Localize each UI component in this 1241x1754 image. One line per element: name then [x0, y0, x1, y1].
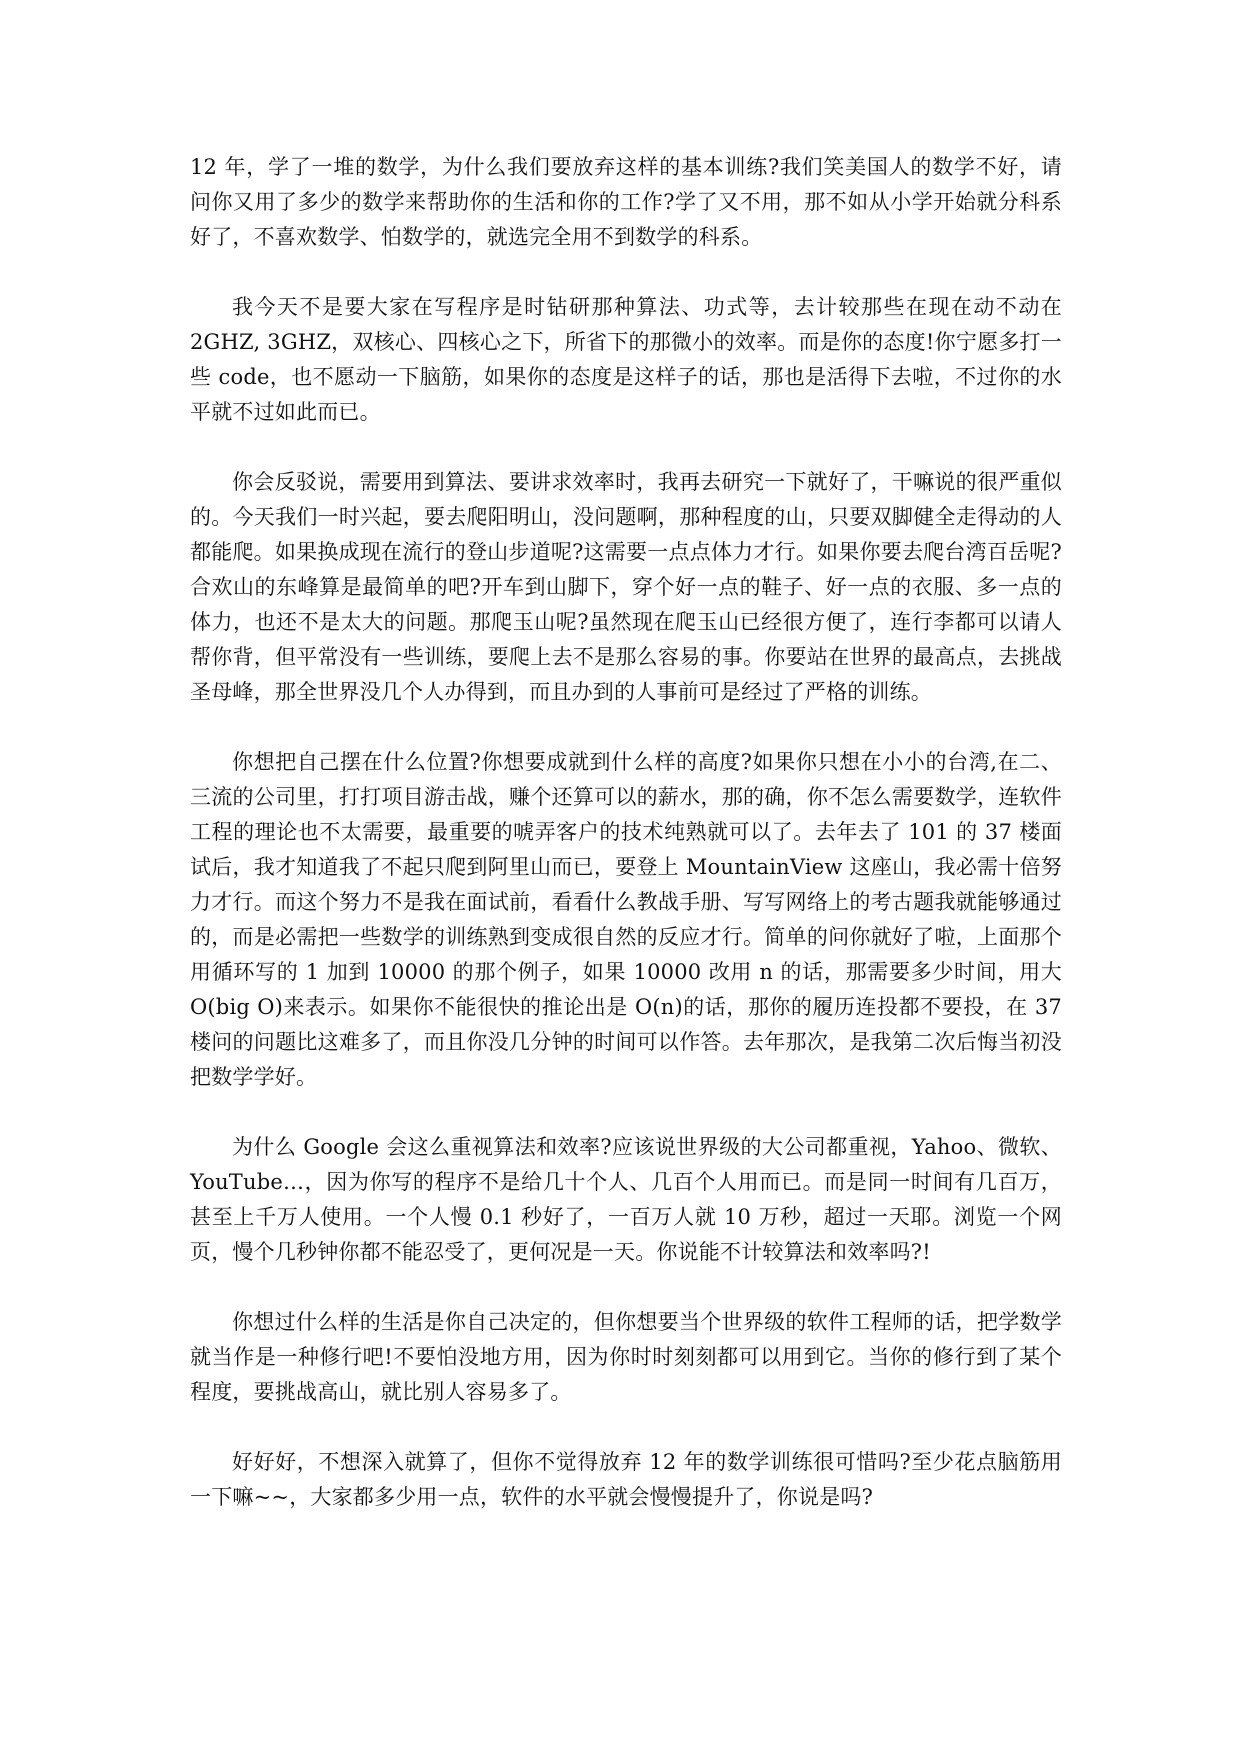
paragraph-3: 你会反驳说，需要用到算法、要讲求效率时，我再去研究一下就好了，干嘛说的很严重似的。今天我们一时兴起，要去爬阳明山，没问题啊，那种程度的山，只要双脚健全走得动的人都能爬。如果换成现在流行的登山步道呢?这需要一点点体力才行。如果你要去爬台湾百岳呢?合欢山的东峰算是最简单的吧?开车到山脚下，穿个好一点的鞋子、好一点的衣服、多一点的体力，也还不是太大的问题。那爬玉山呢?虽然现在爬玉山已经很方便了，连行李都可以请人帮你背，但平常没有一些训练，要爬上去不是那么容易的事。你要站在世界的最高点，去挑战圣母峰，那全世界没几个人办得到，而且办到的人事前可是经过了严格的训练。 [190, 470, 1062, 704]
paragraph-5: 为什么 Google 会这么重视算法和效率?应该说世界级的大公司都重视，Yahoo、微软、YouTube…，因为你写的程序不是给几十个人、几百个人用而已。而是同一时间有几百万，甚至上千万人使用。一个人慢 0.1 秒好了，一百万人就 10 万秒，超过一天耶。浏览一个网页，慢个几秒钟你都不能忍受了，更何况是一天。你说能不计较算法和效率吗?! [190, 1135, 1062, 1264]
paragraph-2: 我今天不是要大家在写程序是时钻研那种算法、功式等，去计较那些在现在动不动在2GHZ, 3GHZ，双核心、四核心之下，所省下的那微小的效率。而是你的态度!你宁愿多打一些 code，也不愿动一下脑筋，如果你的态度是这样子的话，那也是活得下去啦，不过你的水平就不过如此而已。 [190, 295, 1062, 424]
paragraph-1: 12 年，学了一堆的数学，为什么我们要放弃这样的基本训练?我们笑美国人的数学不好，请问你又用了多少的数学来帮助你的生活和你的工作?学了又不用，那不如从小学开始就分科系好了，不喜欢数学、怕数学的，就选完全用不到数学的科系。 [190, 155, 1062, 249]
paragraph-7: 好好好，不想深入就算了，但你不觉得放弃 12 年的数学训练很可惜吗?至少花点脑筋用一下嘛~~，大家都多少用一点，软件的水平就会慢慢提升了，你说是吗? [190, 1450, 1062, 1509]
document-body [190, 150, 1062, 1550]
paragraph-6: 你想过什么样的生活是你自己决定的，但你想要当个世界级的软件工程师的话，把学数学就当作是一种修行吧!不要怕没地方用，因为你时时刻刻都可以用到它。当你的修行到了某个程度，要挑战高山，就比别人容易多了。 [190, 1310, 1062, 1404]
paragraph-4: 你想把自己摆在什么位置?你想要成就到什么样的高度?如果你只想在小小的台湾,在二、三流的公司里，打打项目游击战，赚个还算可以的薪水，那的确，你不怎么需要数学，连软件工程的理论也不太需要，最重要的唬弄客户的技术纯熟就可以了。去年去了 101 的 37 楼面试后，我才知道我了不起只爬到阿里山而已，要登上 MountainView 这座山，我必需十倍努力才行。而这个努力不是我在面试前，看看什么教战手册、写写网络上的考古题我就能够通过的，而是必需把一些数学的训练熟到变成很自然的反应才行。简单的问你就好了啦，上面那个用循环写的 1 加到 10000 的那个例子，如果 10000 改用 n 的话，那需要多少时间，用大 O(big O)来表示。如果你不能很快的推论出是 O(n)的话，那你的履历连投都不要投，在 37 楼问的问题比这难多了，而且你没几分钟的时间可以作答。去年那次，是我第二次后悔当初没把数学学好。 [190, 750, 1062, 1089]
